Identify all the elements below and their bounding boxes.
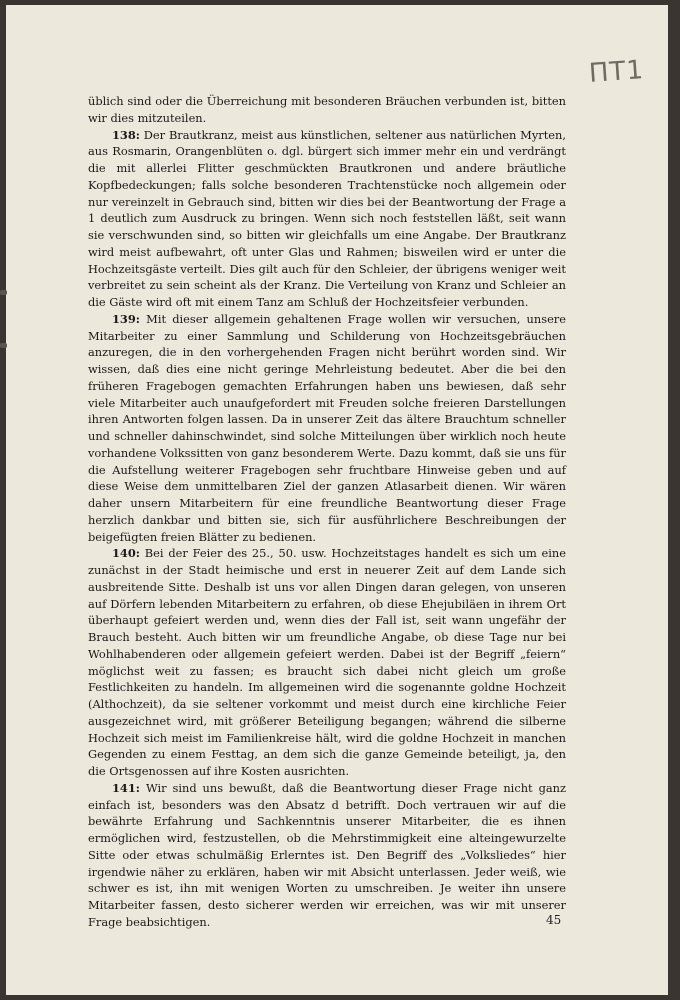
section-number: 138: xyxy=(112,127,140,142)
paragraph-139 xyxy=(88,311,566,546)
paragraph-text: üblich sind oder die Überreichung mit besonderen Bräuchen verbunden ist, bitten wir dies mitzuteilen. xyxy=(88,94,566,125)
binder-mark xyxy=(0,290,7,295)
section-number: 141: xyxy=(112,780,140,795)
paragraph-text: Wir sind uns bewußt, daß die Beantwortung dieser Frage nicht ganz einfach ist, besonders was den Absatz d betrifft. Doch vertrauen wir auf die bewährte Erfahrung und Sachkenntnis unserer Mitarbeiter, die es ihnen ermöglichen wird, festzustellen, ob die Mehrstimmigkeit eine alteingewurzelte Sitte oder etwas schulmäßig Erlerntes ist. Den Begriff des „Volksliedes“ hier irgendwie näher zu erklären, haben wir mit Absicht unterlassen. Jeder weiß, wie schwer es ist, ihn mit wenigen Worten zu umschreiben. Je weiter ihn unsere Mitarbeiter fassen, desto sicherer werden wir erreichen, was wir mit unserer Frage beabsichtigen. xyxy=(88,780,566,929)
section-number: 140: xyxy=(112,546,140,561)
paragraph-141 xyxy=(88,780,566,931)
paragraph-text: Mit dieser allgemein gehaltenen Frage wollen wir versuchen, unsere Mitarbeiter zu einer Sammlung und Schilderung von Hochzeitsgebräuchen anzuregen, die in den vorhergehenden Fragen nicht berührt worden sind. Wir wissen, daß dies eine nicht geringe Mehrleistung bedeutet. Aber die bei den früheren Fragebogen gemachten Erfahrungen haben uns bewiesen, daß sehr viele Mitarbeiter auch unaufgefordert mit Freuden solche freieren Darstellungen ihren Antworten folgen lassen. Da in unserer Zeit das ältere Brauchtum schneller und schneller dahinschwindet, sind solche Mitteilungen über wirklich noch heute vorhandene Volkssitten von ganz besonderem Werte. Dazu kommt, daß sie uns für die Aufstellung weiterer Fragebogen sehr fruchtbare Hinweise geben und auf diese Weise dem unmittelbaren Ziel der ganzen Atlasarbeit dienen. Wir wären daher unsern Mitarbeitern für eine freundliche Beantwortung dieser Frage herzlich dankbar und bitten sie, sich für ausführlichere Beschreibungen der beigefügten freien Blätter zu bedienen. xyxy=(88,311,566,544)
document-page xyxy=(6,5,668,995)
paragraph-continued xyxy=(88,93,566,127)
section-number: 139: xyxy=(112,311,140,326)
page-number: 45 xyxy=(546,913,562,927)
paragraph-140 xyxy=(88,545,566,780)
binder-mark xyxy=(0,343,7,348)
body-text xyxy=(88,93,566,931)
handwritten-margin-note: ПТ1 xyxy=(588,55,645,89)
paragraph-text: Bei der Feier des 25., 50. usw. Hochzeitstages handelt es sich um eine zunächst in der Stadt heimische und erst in neuerer Zeit auf dem Lande sich ausbreitende Sitte. Deshalb ist uns vor allen Dingen daran gelegen, von unseren auf Dörfern lebenden Mitarbeitern zu erfahren, ob diese Ehejubiläen in ihrem Ort überhaupt gefeiert werden und, wenn dies der Fall ist, seit wann ungefähr der Brauch besteht. Auch bitten wir um freundliche Angabe, ob diese Tage nur bei Wohlhabenderen oder allgemein gefeiert werden. Dabei ist der Begriff „feiern“ möglichst weit zu fassen; es braucht sich dabei nicht gleich um große Festlichkeiten zu handeln. Im allgemeinen wird die sogenannte goldne Hochzeit (Althochzeit), da sie seltener vorkommt und meist durch eine kirchliche Feier ausgezeichnet wird, mit größerer Beteiligung begangen; während die silberne Hochzeit sich meist im Familienkreise hält, wird die goldne Hochzeit in manchen Gegenden zu einem Festtag, an dem sich die ganze Gemeinde beteiligt, ja, den die Ortsgenossen auf ihre Kosten ausrichten. xyxy=(88,546,566,778)
paragraph-text: Der Brautkranz, meist aus künstlichen, seltener aus natürlichen Myrten, aus Rosmarin, Orangenblüten o. dgl. bürgert sich immer mehr ein und verdrängt die mit allerlei Flitter geschmückten Brautkronen und andere bräutliche Kopfbedeckungen; falls solche besonderen Trachtenstücke noch allgemein oder nur vereinzelt in Gebrauch sind, bitten wir dies bei der Beantwortung der Frage a 1 deutlich zum Ausdruck zu bringen. Wenn sich noch feststellen läßt, seit wann sie verschwunden sind, so bitten wir gleichfalls um eine Angabe. Der Brautkranz wird meist aufbewahrt, oft unter Glas und Rahmen; bisweilen wird er unter die Hochzeitsgäste verteilt. Dies gilt auch für den Schleier, der übrigens weniger weit verbreitet zu sein scheint als der Kranz. Die Verteilung von Kranz und Schleier an die Gäste wird oft mit einem Tanz am Schluß der Hochzeitsfeier verbunden. xyxy=(88,127,566,309)
paragraph-138 xyxy=(88,127,566,311)
